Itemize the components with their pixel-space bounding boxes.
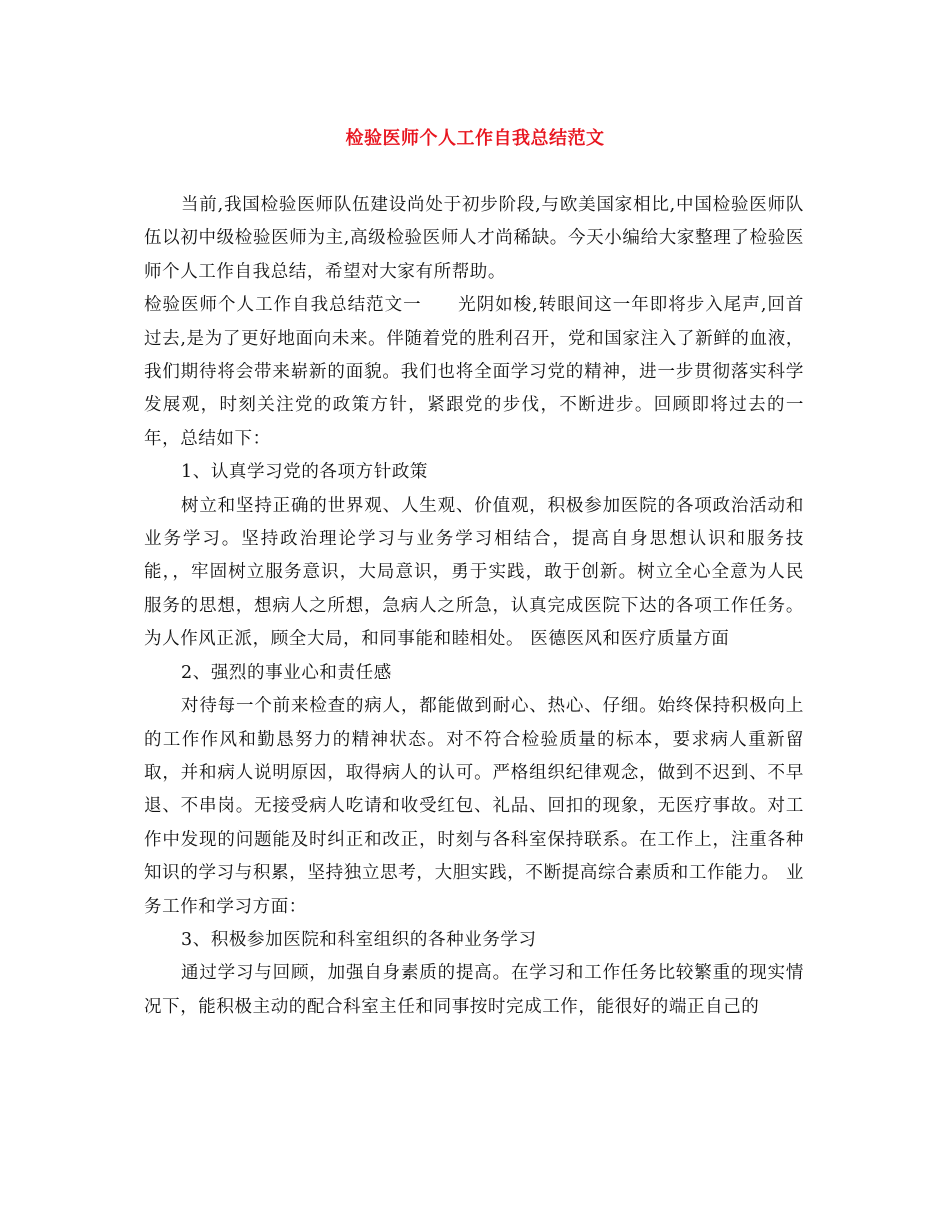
section-paragraph (144, 289, 804, 456)
paragraph-1: 树立和坚持正确的世界观、人生观、价值观，积极参加医院的各项政治活动和业务学习。坚持政治理论学习与业务学习相结合，提高自身思想认识和服务技能，，牢固树立服务意识，大局意识，勇于实践，敢于创新。树立全心全意为人民服务的思想，想病人之所想，急病人之所急，认真完成医院下达的各项工作任务。为人作风正派，顾全大局，和同事能和睦相处。 医德医风和医疗质量方面 (144, 495, 804, 650)
document-title: 检验医师个人工作自我总结范文 (345, 128, 605, 149)
intro-paragraph: 当前,我国检验医师队伍建设尚处于初步阶段,与欧美国家相比,中国检验医师队伍以初中级检验医师为主,高级检验医师人才尚稀缺。今天小编给大家整理了检验医师个人工作自我总结，希望对大家有所帮助。 (144, 195, 804, 282)
document-body (144, 189, 804, 1024)
paragraph-2: 对待每一个前来检查的病人，都能做到耐心、热心、仔细。始终保持积极向上的工作作风和勤恳努力的精神状态。对不符合检验质量的标本，要求病人重新留取，并和病人说明原因，取得病人的认可。严格组织纪律观念，做到不迟到、不早退、不串岗。无接受病人吃请和收受红包、礼品、回扣的现象，无医疗事故。对工作中发现的问题能及时纠正和改正，时刻与各科室保持联系。在工作上，注重各种知识的学习与积累，坚持独立思考，大胆实践，不断提高综合素质和工作能力。 业务工作和学习方面： (144, 696, 804, 917)
heading-2: 2、强烈的事业心和责任感 (181, 662, 392, 683)
section-text: 光阴如梭,转眼间这一年即将步入尾声,回首过去,是为了更好地面向未来。伴随着党的胜利召开，党和国家注入了新鲜的血液，我们期待将会带来崭新的面貌。我们也将全面学习党的精神，进一步贯彻落实科学发展观，时刻关注党的政策方针，紧跟党的步伐，不断进步。回顾即将过去的一年，总结如下： (144, 295, 805, 449)
heading-3: 3、积极参加医院和科室组织的各种业务学习 (181, 929, 537, 950)
paragraph-3: 通过学习与回顾，加强自身素质的提高。在学习和工作任务比较繁重的现实情况下，能积极主动的配合科室主任和同事按时完成工作，能很好的端正自己的 (144, 963, 804, 1017)
heading-1: 1、认真学习党的各项方针政策 (181, 462, 429, 483)
section-label: 检验医师个人工作自我总结范文一 (144, 295, 422, 316)
